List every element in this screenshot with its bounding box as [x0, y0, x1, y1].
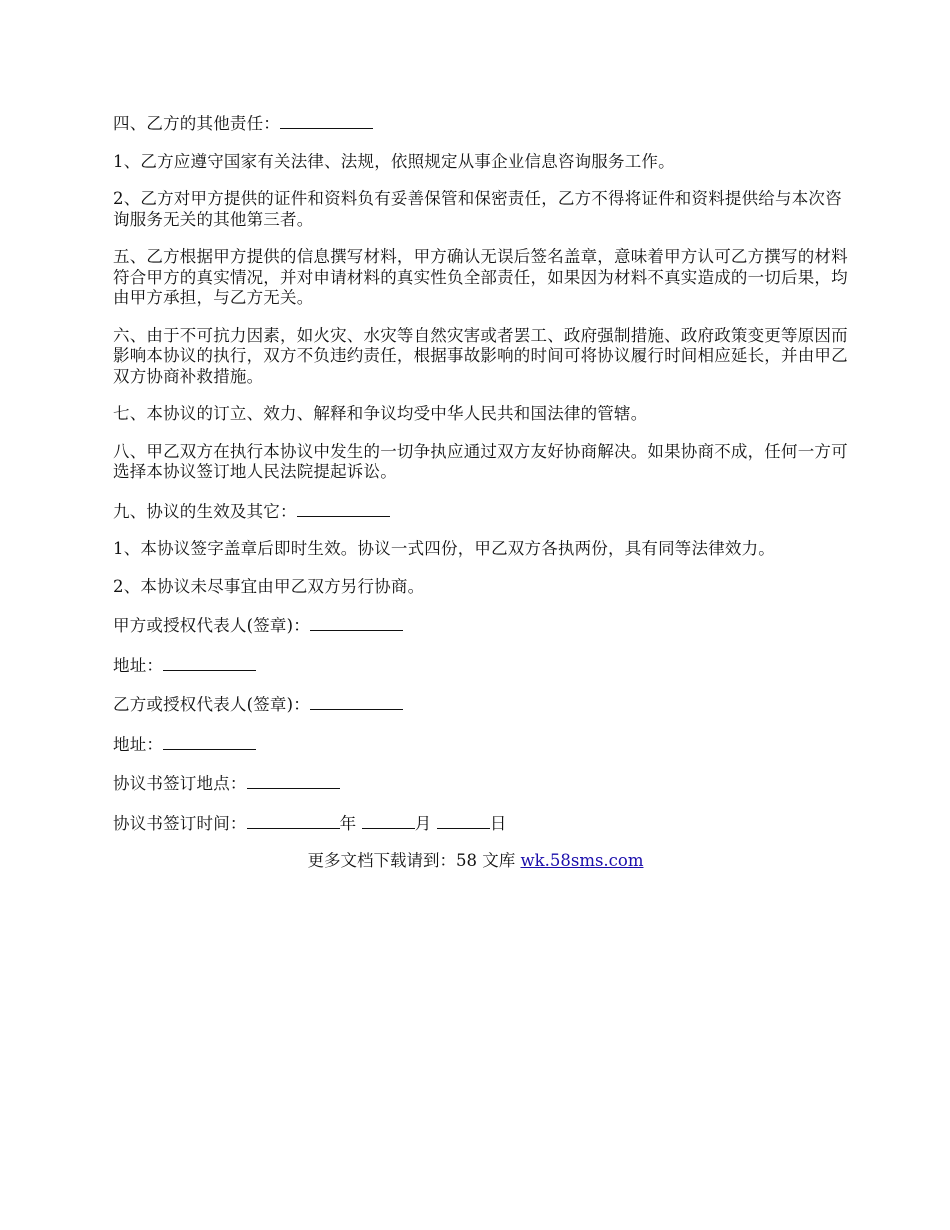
party-b-address: 地址：	[113, 733, 853, 756]
section-5: 五、乙方根据甲方提供的信息撰写材料，甲方确认无误后签名盖章，意味着甲方认可乙方撰写的材料符合甲方的真实情况，并对申请材料的真实性负全部责任，如果因为材料不真实造成的一切后果，均由甲方承担，与乙方无关。	[113, 247, 848, 307]
blank-line	[297, 500, 390, 517]
document-body	[113, 112, 853, 872]
signing-place: 协议书签订地点：	[113, 772, 853, 795]
signature-blank	[310, 614, 403, 631]
section-6: 六、由于不可抗力因素，如火灾、水灾等自然灾害或者罢工、政府强制措施、政府政策变更等原因而影响本协议的执行，双方不负违约责任，根据事故影响的时间可将协议履行时间相应延长，并由甲乙双方协商补救措施。	[113, 325, 848, 386]
signature-blank	[310, 693, 403, 710]
section-8: 八、甲乙双方在执行本协议中发生的一切争执应通过双方友好协商解决。如果协商不成，任何一方可选择本协议签订地人民法院提起诉讼。	[113, 441, 848, 481]
section-4-item-1: 1、乙方应遵守国家有关法律、法规，依照规定从事企业信息咨询服务工作。	[113, 151, 675, 171]
section-9-item-2: 2、本协议未尽事宜由甲乙双方另行协商。	[113, 576, 425, 596]
address-blank	[163, 733, 256, 750]
footer-link[interactable]: wk.58sms.com	[520, 851, 644, 870]
signing-time: 协议书签订时间： 年 月 日	[113, 813, 507, 833]
address-blank	[163, 654, 256, 671]
section-4-heading: 四、乙方的其他责任：	[113, 112, 853, 135]
year-blank	[247, 812, 340, 829]
section-7: 七、本协议的订立、效力、解释和争议均受中华人民共和国法律的管辖。	[113, 404, 648, 423]
party-a-signature: 甲方或授权代表人(签章)：	[113, 614, 853, 637]
blank-line	[280, 112, 373, 129]
footer: 更多文档下载请到：58 文库 wk.58sms.com	[307, 851, 644, 870]
section-9-heading: 九、协议的生效及其它：	[113, 500, 853, 523]
place-blank	[247, 772, 340, 789]
section-4-item-2: 2、乙方对甲方提供的证件和资料负有妥善保管和保密责任，乙方不得将证件和资料提供给与本次咨询服务无关的其他第三者。	[113, 189, 842, 229]
party-a-address: 地址：	[113, 654, 853, 677]
day-blank	[437, 812, 490, 829]
month-blank	[362, 812, 415, 829]
party-b-signature: 乙方或授权代表人(签章)：	[113, 693, 853, 716]
section-9-item-1: 1、本协议签字盖章后即时生效。协议一式四份，甲乙双方各执两份，具有同等法律效力。	[113, 539, 775, 558]
